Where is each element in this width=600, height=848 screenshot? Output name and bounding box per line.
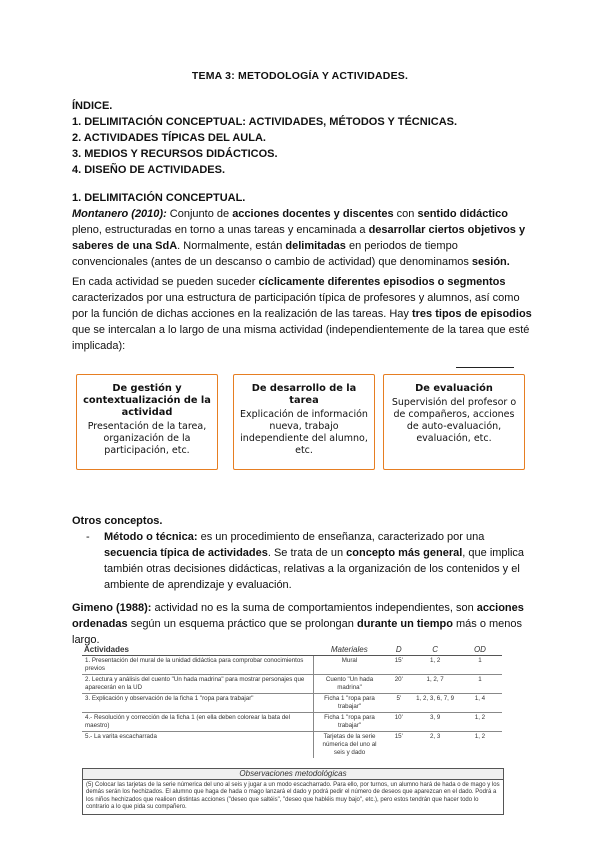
bold-run: acciones ordenadas xyxy=(72,602,524,630)
table-cell: 1 xyxy=(458,656,502,675)
column-header: OD xyxy=(458,644,502,656)
bold-run: secuencia típica de actividades xyxy=(104,547,268,559)
table-cell: 2. Lectura y análisis del cuento "Un hada madrina" para mostrar personajes que aparecerán en la UD xyxy=(82,675,313,694)
otros-heading: Otros conceptos. xyxy=(72,515,163,527)
episode-box-desarrollo xyxy=(233,374,375,470)
text-run: . Se trata de un xyxy=(267,547,347,559)
bold-run: concepto más general xyxy=(346,547,463,559)
table-cell: 20' xyxy=(385,675,412,694)
text-run: Conjunto de xyxy=(166,208,233,220)
bold-run: Método o técnica: xyxy=(104,531,198,543)
episode-text: Presentación de la tarea, organización de la participación, etc. xyxy=(87,421,207,456)
episode-box-evaluacion xyxy=(383,374,525,470)
table-cell: Ficha 1 "ropa para trabajar" xyxy=(313,713,385,732)
bold-run: cíclicamente diferentes episodios o segmentos xyxy=(258,276,506,288)
index-item: 3. MEDIOS Y RECURSOS DIDÁCTICOS. xyxy=(72,148,278,160)
table-cell: 10' xyxy=(385,713,412,732)
column-header: D xyxy=(385,644,412,656)
montanero-paragraph xyxy=(72,206,532,270)
table-cell: 5' xyxy=(385,694,412,713)
bullet-dash: - xyxy=(86,531,90,543)
table-cell: 1, 2 xyxy=(458,713,502,732)
table-row xyxy=(82,656,502,675)
observaciones-box xyxy=(82,768,504,815)
bold-run: acciones docentes y discentes xyxy=(232,208,394,220)
table-cell: 3. Explicación y observación de la ficha 1 "ropa para trabajar" xyxy=(82,694,313,713)
table-cell: 1, 2, 7 xyxy=(412,675,458,694)
table-cell: 2, 3 xyxy=(412,732,458,759)
table-cell: 1, 2 xyxy=(412,656,458,675)
bold-run: desarrollar ciertos objetivos y saberes de una SdA xyxy=(72,224,526,252)
index-heading: ÍNDICE. xyxy=(72,100,113,112)
table-row xyxy=(82,675,502,694)
index-block xyxy=(72,98,457,178)
text-run: con xyxy=(393,208,418,220)
table-cell: 1, 4 xyxy=(458,694,502,713)
episode-text: Explicación de información nueva, trabajo independiente del alumno, etc. xyxy=(240,409,368,456)
text-run: caracterizados por una estructura de participación típica de profesores y alumnos, así como por la función de dichas acciones en la realización de las tareas. Hay xyxy=(72,292,520,320)
divider-line xyxy=(456,367,514,368)
episode-title: De gestión y contextualización de la actividad xyxy=(83,383,211,418)
table-cell: 15' xyxy=(385,656,412,675)
column-header: C xyxy=(412,644,458,656)
author-citation: Montanero (2010): xyxy=(72,208,167,220)
table-cell: 1 xyxy=(458,675,502,694)
text-run: pleno, estructuradas en torno a unas tareas y encaminada a xyxy=(72,224,369,236)
text-run: más o menos largo. xyxy=(72,618,523,646)
column-header: Materiales xyxy=(313,644,385,656)
column-header: Actividades xyxy=(82,644,313,656)
text-run: actividad no es la suma de comportamientos independientes, son xyxy=(151,602,477,614)
episode-title: De evaluación xyxy=(415,383,493,394)
table-cell: 1. Presentación del mural de la unidad didáctica para comprobar conocimientos previos xyxy=(82,656,313,675)
episode-boxes xyxy=(76,374,524,472)
section-1-heading: 1. DELIMITACIÓN CONCEPTUAL. xyxy=(72,192,246,204)
table-cell: 4.- Resolución y corrección de la ficha 1 (en ella deben colorear la bata del maestro) xyxy=(82,713,313,732)
index-item: 2. ACTIVIDADES TÍPICAS DEL AULA. xyxy=(72,132,266,144)
gimeno-paragraph xyxy=(72,600,532,648)
text-run: . Normalmente, están xyxy=(177,240,286,252)
text-run: según un esquema práctico que se prolongan xyxy=(127,618,357,630)
index-item: 1. DELIMITACIÓN CONCEPTUAL: ACTIVIDADES, MÉTODOS Y TÉCNICAS. xyxy=(72,116,458,128)
text-run: En cada actividad se pueden suceder xyxy=(72,276,259,288)
episodes-paragraph xyxy=(72,274,532,354)
episode-title: De desarrollo de la tarea xyxy=(251,383,357,406)
author-citation: Gimeno (1988): xyxy=(72,602,152,614)
page-title: TEMA 3: METODOLOGÍA Y ACTIVIDADES. xyxy=(191,70,409,82)
activities-table-figure xyxy=(82,644,502,815)
table-cell: 1, 2, 3, 6, 7, 9 xyxy=(412,694,458,713)
table-row xyxy=(82,713,502,732)
bold-run: tres tipos de episodios xyxy=(411,308,532,320)
episode-box-gestion xyxy=(76,374,218,470)
table-cell: 5.- La varita escacharrada xyxy=(82,732,313,759)
bold-run: delimitadas xyxy=(285,240,346,252)
list-item xyxy=(86,529,532,593)
text-run: que se intercalan a lo largo de una misma actividad (independientemente de la tarea que esté implicada): xyxy=(72,324,530,352)
table-header-row xyxy=(82,644,502,656)
table-cell: Ficha 1 "ropa para trabajar" xyxy=(313,694,385,713)
table-cell: Mural xyxy=(313,656,385,675)
text-run: es un procedimiento de enseñanza, caracterizado por una xyxy=(197,531,485,543)
observaciones-text: (5) Colocar las tarjetas de la serie númerica del uno al seis y jugar a un modo escacharrado. Para ello, por turnos, un alumno hará de hada o de mago y los demás serán los hechizados. El alumno que haga de hada o mago lanzará el dado y podrá pedir el número de deseos que aparezcan en el dado. Podrá a los niños hechizados que realicen distintas acciones ("deseo que saltéis", "deseo que habléis muy bajo", etc.), pero estos tendrán que hacer todo lo contrario a lo que pida su compañero. xyxy=(86,781,500,810)
table-cell: 15' xyxy=(385,732,412,759)
bold-run: sesión. xyxy=(471,256,510,268)
index-item: 4. DISEÑO DE ACTIVIDADES. xyxy=(72,164,226,176)
table-row xyxy=(82,694,502,713)
activities-table xyxy=(82,644,502,758)
table-cell: 1, 2 xyxy=(458,732,502,759)
section-1 xyxy=(72,190,532,270)
bold-run: durante un tiempo xyxy=(356,618,453,630)
table-row xyxy=(82,732,502,759)
episode-text: Supervisión del profesor o de compañeros, acciones de auto-evaluación, evaluación, etc. xyxy=(391,397,517,444)
text-run: , que implica también otras decisiones didácticas, relativas a la organización de los contenidos y el ambiente de aprendizaje y evaluación. xyxy=(104,547,525,591)
table-cell: Tarjetas de la serie númerica del uno al seis y dado xyxy=(313,732,385,759)
table-cell: Cuento "Un hada madrina" xyxy=(313,675,385,694)
otros-conceptos xyxy=(72,513,532,593)
table-cell: 3, 9 xyxy=(412,713,458,732)
text-run: en periodos de tiempo convencionales (antes de un descanso o cambio de actividad) que denominamos xyxy=(72,240,472,268)
bold-run: sentido didáctico xyxy=(417,208,508,220)
observaciones-title: Observaciones metodológicas xyxy=(83,769,503,780)
